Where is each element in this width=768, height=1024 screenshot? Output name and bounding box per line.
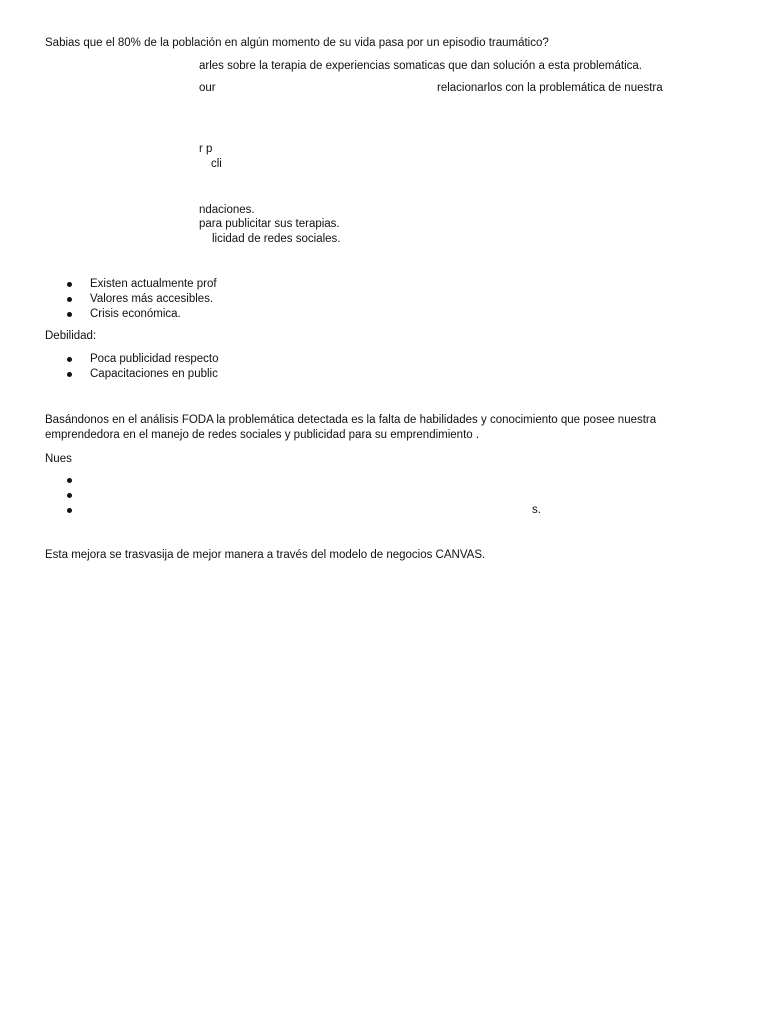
paragraph-fragment: cli xyxy=(211,158,222,170)
paragraph-fragment: para publicitar sus terapias. xyxy=(199,218,340,230)
bullet-icon xyxy=(67,372,72,377)
list-item: Capacitaciones en public xyxy=(90,368,218,380)
list-item: Existen actualmente prof xyxy=(90,278,217,290)
paragraph-fragment: Nues xyxy=(45,453,72,465)
list-item: Valores más accesibles. xyxy=(90,293,214,305)
list-item: Poca publicidad respecto xyxy=(90,353,219,365)
conclusion-line: emprendedora en el manejo de redes sociales y publicidad para su emprendimiento . xyxy=(45,429,480,441)
conclusion-line: Basándonos en el análisis FODA la problemática detectada es la falta de habilidades y conocimiento que posee nuestra xyxy=(45,414,657,426)
bullet-icon xyxy=(67,312,72,317)
list-item: Crisis económica. xyxy=(90,308,181,320)
bullet-icon xyxy=(67,282,72,287)
paragraph-fragment: ndaciones. xyxy=(199,204,255,216)
bullet-icon xyxy=(67,493,72,498)
closing-line: Esta mejora se trasvasija de mejor manera a través del modelo de negocios CANVAS. xyxy=(45,549,486,561)
paragraph-fragment: r p xyxy=(199,143,213,155)
bullet-icon xyxy=(67,297,72,302)
list-item-fragment: s. xyxy=(532,504,541,516)
section-label-debilidad: Debilidad: xyxy=(45,330,97,342)
paragraph-fragment: relacionarlos con la problemática de nuestra xyxy=(437,82,663,94)
bullet-icon xyxy=(67,357,72,362)
intro-question: Sabias que el 80% de la población en algún momento de su vida pasa por un episodio traumático? xyxy=(45,37,549,49)
bullet-icon xyxy=(67,508,72,513)
bullet-icon xyxy=(67,478,72,483)
paragraph-fragment: licidad de redes sociales. xyxy=(212,233,341,245)
paragraph-fragment: our xyxy=(199,82,216,94)
paragraph-fragment: arles sobre la terapia de experiencias somaticas que dan solución a esta problemática. xyxy=(199,60,643,72)
